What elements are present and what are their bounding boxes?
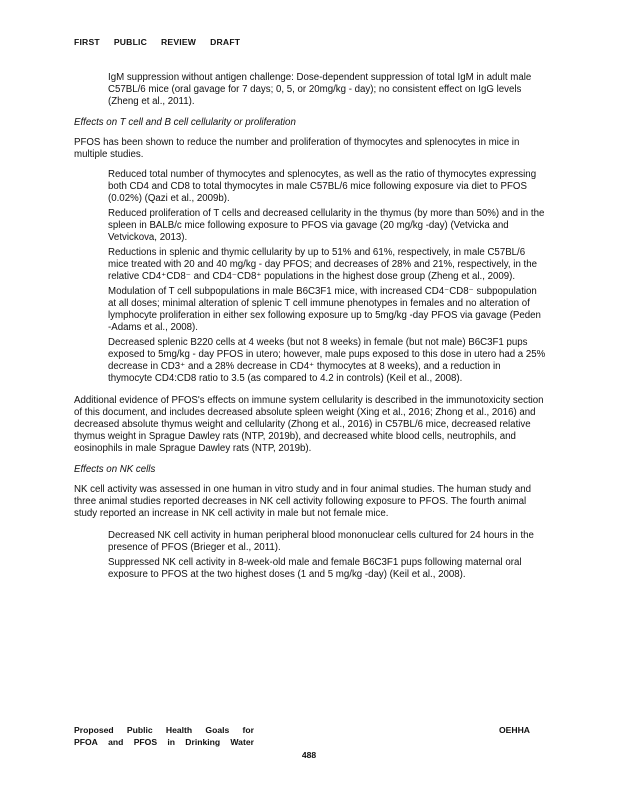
header-word: PUBLIC xyxy=(113,37,148,47)
list-item: Decreased splenic B220 cells at 4 weeks (but not 8 weeks) in female (but not male) B6C3F1 pups exposed to 5mg/kg - day PFOS in utero; however, male pups exposed to this dose in utero had a 25% decrease in CD3⁺ and a 28% decrease in CD4⁺ thymocytes at 8 weeks), and a reduction in thymocyte CD4:CD8 ratio to 3.5 (as compared to 4.2 in controls) (Keil et al., 2008). xyxy=(108,337,546,384)
list-item: IgM suppression without antigen challenge: Dose-dependent suppression of total IgM in adult male C57BL/6 mice (oral gavage for 7 days; 0, 5, or 20mg/kg - day); no consistent effect on IgG levels (Zheng et al., 2011). xyxy=(108,72,532,107)
list-item: Reductions in splenic and thymic cellularity by up to 51% and 61%, respectively, in male C57BL/6 mice treated with 20 and 40 mg/kg - day PFOS; and decreases of 28% and 21%, respectively, in the relative CD4⁺CD8⁻ and CD4⁻CD8⁺ populations in the highest dose group (Zheng et al., 2009). xyxy=(108,247,537,282)
footer-agency: OEHHA xyxy=(498,725,530,735)
additional-evidence-paragraph: Additional evidence of PFOS's effects on immune system cellularity is described in the immunotoxicity section of this document, and includes decreased absolute spleen weight (Xing et al., 2016; Zhong et al., 2016) and decreased absolute thymus weight and cellularity (Zhong et al., 2016) in C57BL/6 mice, decreased relative thymus weight in Sprague Dawley rats (NTP, 2019b), and decreased white blood cells, neutrophils, and eosinophils in male Sprague Dawley rats (NTP, 2019b). xyxy=(74,395,544,454)
header-word: FIRST xyxy=(74,37,100,47)
header-word: REVIEW xyxy=(161,37,197,47)
section-intro: NK cell activity was assessed in one human in vitro study and in four animal studies. The human study and three animal studies reported decreases in NK cell activity following exposure to PFOS. The fourth animal study reported an increase in NK cell activity in male but not female mice. xyxy=(74,484,531,519)
list-item: Reduced total number of thymocytes and splenocytes, as well as the ratio of thymocytes expressing both CD4 and CD8 to total thymocytes in male C57BL/6 mice following exposure via diet to PFOS (0.02%) (Qazi et al., 2009b). xyxy=(108,169,537,204)
nk-cell-bullet-list xyxy=(74,530,546,581)
footer-title: Proposed Public Health Goals for PFOA and PFOS in Drinking Water xyxy=(74,725,254,747)
t-b-cell-bullet-list xyxy=(74,169,546,385)
section-heading-nk-cells: Effects on NK cells xyxy=(74,464,156,475)
list-item: Modulation of T cell subpopulations in male B6C3F1 mice, with increased CD4⁻CD8⁻ subpopulation at all doses; minimal alteration of splenic T cell immune phenotypes in females and no alteration of lymphocyte proliferation in either sex following exposure up to 5mg/kg -day PFOS via gavage (Peden -Adams et al., 2008). xyxy=(108,286,541,333)
section-heading-t-b-cell: Effects on T cell and B cell cellularity or proliferation xyxy=(74,117,296,128)
page-number: 488 xyxy=(301,750,317,760)
section-intro: PFOS has been shown to reduce the number and proliferation of thymocytes and splenocytes in mice in multiple studies. xyxy=(74,137,520,160)
header-word: DRAFT xyxy=(210,37,241,47)
body-content xyxy=(74,72,546,584)
page-header xyxy=(74,37,254,47)
list-item: Decreased NK cell activity in human peripheral blood mononuclear cells cultured for 24 hours in the presence of PFOS (Brieger et al., 2011). xyxy=(108,530,534,553)
list-item: Reduced proliferation of T cells and decreased cellularity in the thymus (by more than 50%) and in the spleen in BALB/c mice following exposure to PFOS via gavage (20 mg/kg -day) (Vetvicka and Vetvickova, 2013). xyxy=(108,208,545,243)
top-bullet-list xyxy=(74,72,546,108)
list-item: Suppressed NK cell activity in 8-week-old male and female B6C3F1 pups following maternal oral exposure to PFOS at the two highest doses (1 and 5 mg/kg -day) (Keil et al., 2008). xyxy=(108,557,522,580)
